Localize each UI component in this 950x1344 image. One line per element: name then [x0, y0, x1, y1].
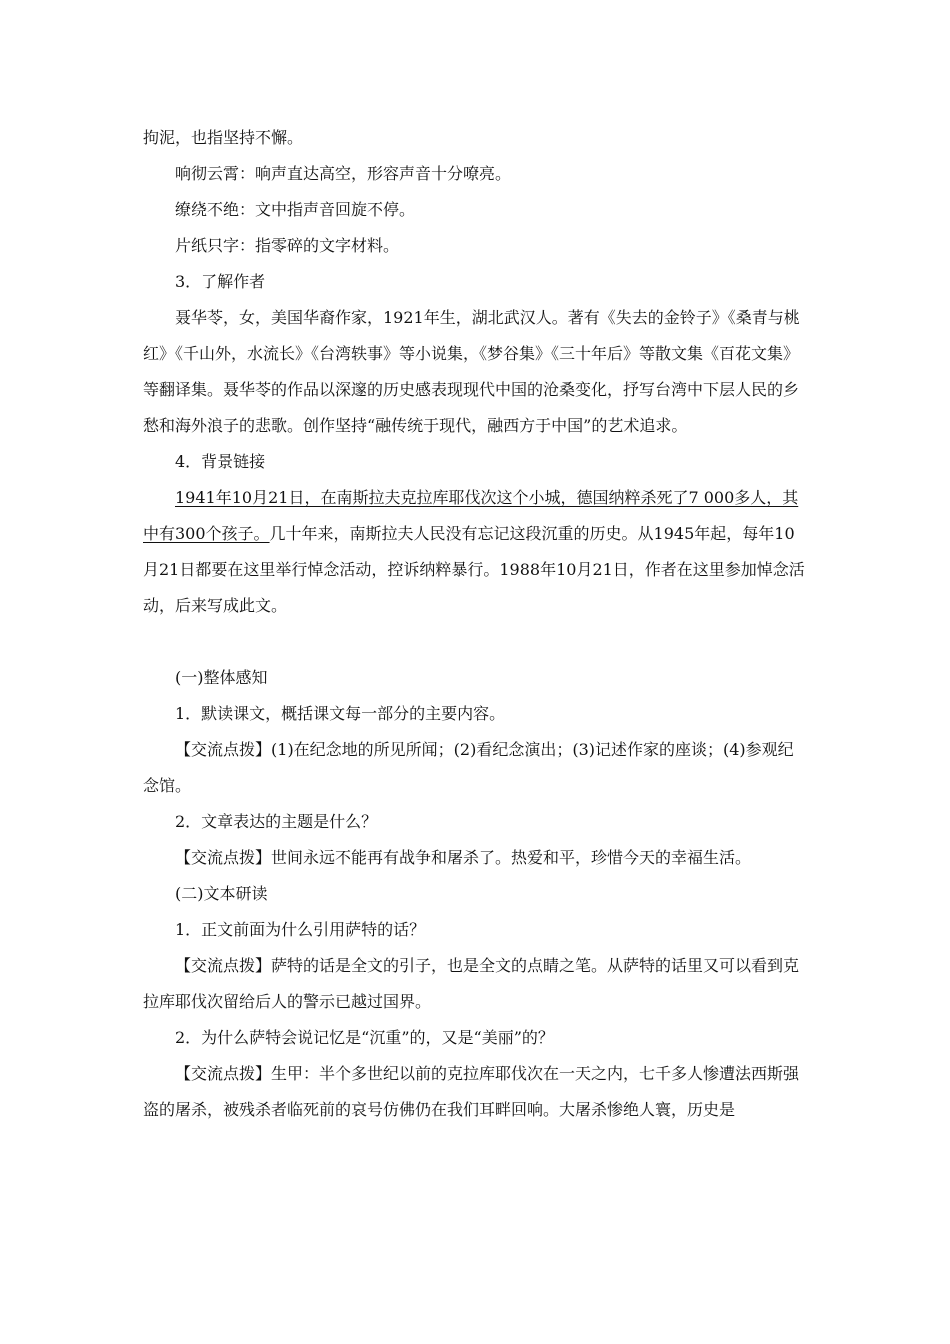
- underlined-text: 1941年10月21日，在南斯拉夫克拉库耶伐次这个小城，德国纳粹杀死了7 000多人，其中有300个孩子。: [143, 488, 799, 543]
- author-paragraph: 聂华苓，女，美国华裔作家，1921年生，湖北武汉人。著有《失去的金铃子》《桑青与桃红》《千山外，水流长》《台湾轶事》等小说集，《梦谷集》《三十年后》等散文集《百花文集》等翻译集。聂华苓的作品以深邃的历史感表现现代中国的沧桑变化，抒写台湾中下层人民的乡愁和海外浪子的悲歌。创作坚持“融传统于现代，融西方于中国”的艺术追求。: [143, 308, 800, 435]
- question: 2．文章表达的主题是什么？: [175, 812, 378, 831]
- background-paragraph: [143, 480, 807, 624]
- definition-line: 片纸只字：指零碎的文字材料。: [175, 236, 400, 255]
- question: 1．正文前面为什么引用萨特的话？: [175, 920, 426, 939]
- section-heading: 4．背景链接: [175, 452, 266, 471]
- subsection-heading: (二)文本研读: [175, 884, 268, 903]
- answer-text: 世间永远不能再有战争和屠杀了。热爱和平，珍惜今天的幸福生活。: [271, 848, 752, 867]
- answer-text: 生甲：半个多世纪以前的克拉库耶伐次在一天之内，七千多人惨遭法西斯强盗的屠杀，被残杀者临死前的哀号仿佛仍在我们耳畔回响。大屠杀惨绝人寰，历史是: [143, 1064, 800, 1119]
- answer: [143, 840, 807, 876]
- answer: [143, 1056, 807, 1128]
- question: 2．为什么萨特会说记忆是“沉重”的，又是“美丽”的？: [175, 1028, 554, 1047]
- answer: [143, 948, 807, 1020]
- definition-line: 响彻云霄：响声直达高空，形容声音十分嘹亮。: [175, 164, 512, 183]
- text-line: 拘泥，也指坚持不懈。: [143, 128, 304, 147]
- question: 1．默读课文，概括课文每一部分的主要内容。: [175, 704, 506, 723]
- section-heading: 3．了解作者: [175, 272, 266, 291]
- answer-tag: 【交流点拨】: [175, 1064, 272, 1083]
- answer-tag: 【交流点拨】: [175, 956, 272, 975]
- answer-text: (1)在纪念地的所见所闻；(2)看纪念演出；(3)记述作家的座谈；(4)参观纪念馆。: [143, 740, 794, 795]
- answer-tag: 【交流点拨】: [175, 740, 272, 759]
- subsection-heading: (一)整体感知: [175, 668, 268, 687]
- answer-text: 萨特的话是全文的引子，也是全文的点睛之笔。从萨特的话里又可以看到克拉库耶伐次留给后人的警示已越过国界。: [143, 956, 800, 1011]
- document-body: [143, 120, 807, 1128]
- answer: [143, 732, 807, 804]
- background-text: 几十年来，南斯拉夫人民没有忘记这段沉重的历史。从1945年起，每年10月21日都要在这里举行悼念活动，控诉纳粹暴行。1988年10月21日，作者在这里参加悼念活动，后来写成此文。: [143, 524, 805, 615]
- answer-tag: 【交流点拨】: [175, 848, 272, 867]
- blank-gap: [143, 624, 807, 660]
- definition-line: 缭绕不绝：文中指声音回旋不停。: [175, 200, 416, 219]
